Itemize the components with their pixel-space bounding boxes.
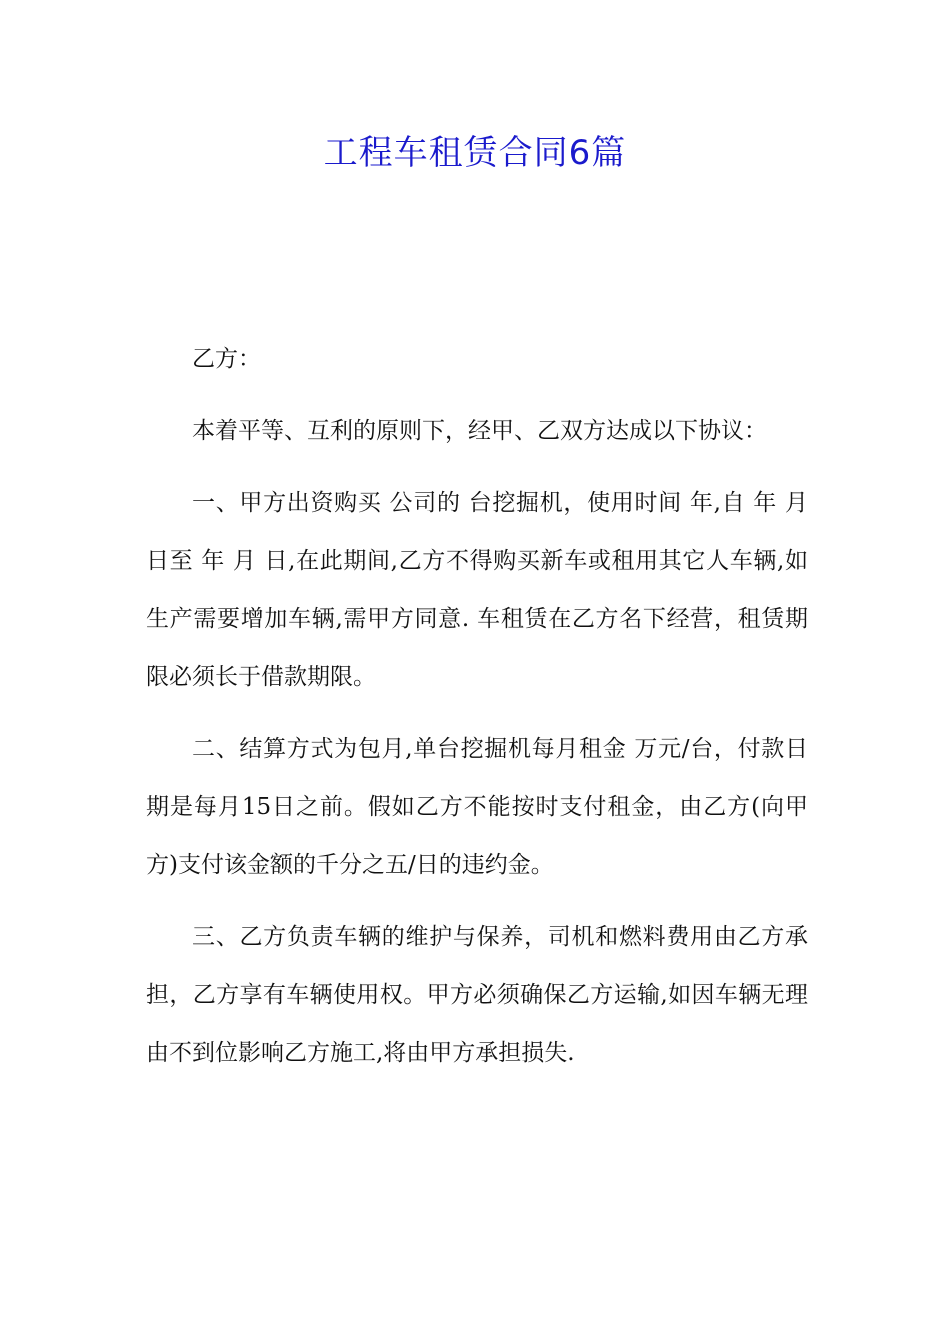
paragraph-clause-2: 二、结算方式为包月,单台挖掘机每月租金 万元/台，付款日期是每月15日之前。假如乙方不能按时支付租金，由乙方(向甲方)支付该金额的千分之五/日的违约金。	[146, 736, 808, 878]
paragraph-clause-3: 三、乙方负责车辆的维护与保养，司机和燃料费用由乙方承担，乙方享有车辆使用权。甲方必须确保乙方运输,如因车辆无理由不到位影响乙方施工,将由甲方承担损失.	[146, 924, 808, 1066]
paragraph-preamble: 本着平等、互利的原则下，经甲、乙双方达成以下协议：	[192, 418, 767, 444]
document-title: 工程车租赁合同6篇	[323, 133, 627, 173]
document-body	[146, 330, 808, 1096]
paragraph-clause-1: 一、甲方出资购买 公司的 台挖掘机，使用时间 年,自 年 月 日至 年 月 日,在此期间,乙方不得购买新车或租用其它人车辆,如生产需要增加车辆,需甲方同意. 车租赁在乙方名下经营，租赁期限必须长于借款期限。	[146, 490, 808, 690]
paragraph-party-b: 乙方：	[192, 346, 261, 372]
